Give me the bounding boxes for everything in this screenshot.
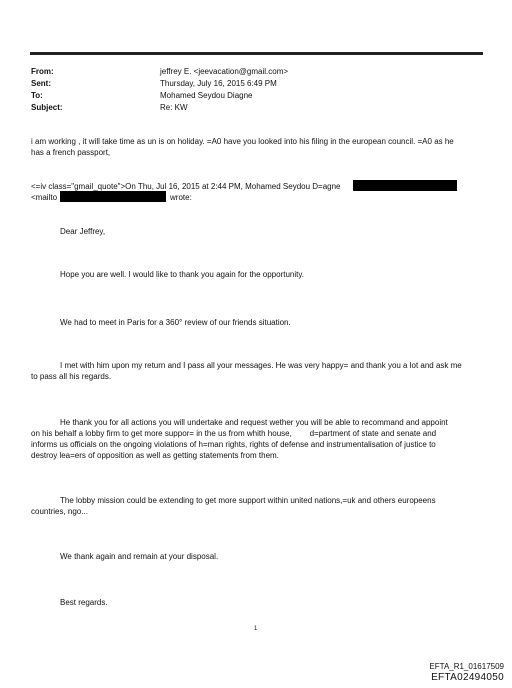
- redaction-bar: [60, 191, 166, 202]
- paragraph-3-line-1: I met with him upon my return and I pass all your messages. He was very happy= and thank you a lot and ask me: [60, 361, 462, 370]
- paragraph-4-line-2: on his behalf a lobby firm to get more suppor= in the us from whith house, d=partment of state and senate and: [31, 429, 437, 438]
- quote-line-1: <=iv class="gmail_quote">On Thu, Jul 16, 2015 at 2:44 PM, Mohamed Seydou D=agne: [31, 182, 341, 191]
- sent-label: Sent:: [31, 79, 51, 88]
- header-rule: [30, 52, 483, 55]
- paragraph-3-line-2: to pass all his regards.: [31, 372, 112, 381]
- subject-label: Subject:: [31, 103, 63, 112]
- greeting: Dear Jeffrey,: [60, 227, 106, 236]
- redaction-bar: [353, 180, 457, 191]
- sent-value: Thursday, July 16, 2015 6:49 PM: [160, 79, 277, 88]
- subject-value: Re: KW: [160, 103, 188, 112]
- paragraph-1: Hope you are well. I would like to thank you again for the opportunity.: [60, 270, 304, 279]
- from-label: From:: [31, 67, 54, 76]
- reply-line-2: has a french passport,: [31, 148, 111, 157]
- paragraph-2: We had to meet in Paris for a 360° review of our friends situation.: [60, 318, 291, 327]
- quote-line-2-wrote: wrote:: [170, 193, 192, 202]
- paragraph-4-line-1: He thank you for all actions you will undertake and request wether you will be able to recommand and appoint: [60, 418, 448, 427]
- to-label: To:: [31, 91, 43, 100]
- bates-ref-2: EFTA02494050: [431, 672, 504, 683]
- bates-ref-1: EFTA_R1_01617509: [429, 662, 504, 671]
- paragraph-4-line-3: informs us officials on the ongoing violations of h=man rights, rights of defense and instrumentalisation of justice to: [31, 440, 436, 449]
- page-number: 1: [254, 626, 258, 632]
- quote-line-2-mailto: <mailto: [31, 193, 58, 202]
- closing: Best regards.: [60, 598, 108, 607]
- paragraph-5-line-1: The lobby mission could be extending to get more support within united nations,=uk and others europeens: [60, 496, 436, 505]
- from-value: jeffrey E. <jeevacation@gmail.com>: [160, 67, 289, 76]
- paragraph-6: We thank again and remain at your disposal.: [60, 552, 219, 561]
- to-value: Mohamed Seydou Diagne: [160, 91, 253, 100]
- paragraph-5-line-2: countries, ngo...: [31, 507, 88, 516]
- paragraph-4-line-4: destroy lea=ers of opposition as well as getting statements from them.: [31, 451, 279, 460]
- reply-line-1: i am working , it will take time as un is on holiday. =A0 have you looked into his filing in the european council. =A0 as he: [31, 137, 454, 146]
